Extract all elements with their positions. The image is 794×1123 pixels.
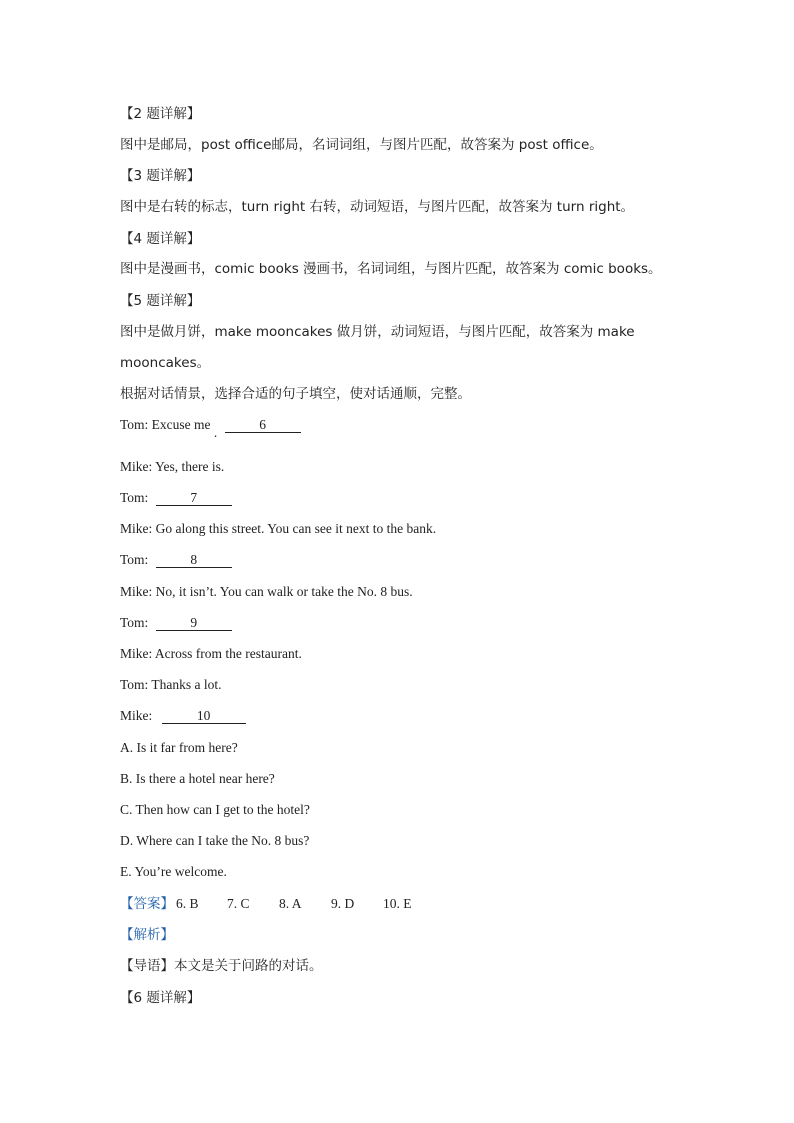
speaker-text: Tom: bbox=[120, 490, 149, 505]
blank-7: 7 bbox=[156, 491, 232, 506]
dialogue-line-tom-4 bbox=[120, 614, 232, 632]
q2-heading: 【2 题详解】 bbox=[120, 106, 201, 122]
dialogue-line-tom-5: Tom: Thanks a lot. bbox=[120, 677, 222, 692]
speaker-text: Tom: bbox=[120, 552, 149, 567]
speaker-text: Tom: bbox=[120, 615, 149, 630]
dialogue-line-mike-4: Mike: Across from the restaurant. bbox=[120, 646, 302, 661]
dialogue-line-mike-2: Mike: Go along this street. You can see it next to the bank. bbox=[120, 521, 437, 536]
answer-10: 10. E bbox=[383, 896, 412, 911]
option-c: C. Then how can I get to the hotel? bbox=[120, 802, 310, 817]
blank-9: 9 bbox=[156, 616, 232, 631]
option-d: D. Where can I take the No. 8 bus? bbox=[120, 833, 310, 848]
guide-label: 【导语】 bbox=[120, 958, 174, 974]
dialogue-line-mike-1: Mike: Yes, there is. bbox=[120, 459, 225, 474]
answer-7: 7. C bbox=[227, 896, 250, 911]
guide-text: 本文是关于问路的对话。 bbox=[174, 958, 323, 974]
answer-6: 6. B bbox=[176, 896, 199, 911]
dialogue-line-mike-5 bbox=[120, 707, 246, 725]
dialogue-line-tom-2 bbox=[120, 489, 232, 507]
answer-line bbox=[120, 895, 440, 913]
q2-explanation: 图中是邮局，post office邮局，名词词组，与图片匹配，故答案为 post office。 bbox=[120, 137, 603, 153]
q5-heading: 【5 题详解】 bbox=[120, 293, 201, 309]
guide-line bbox=[120, 957, 323, 975]
q4-explanation: 图中是漫画书，comic books 漫画书，名词词组，与图片匹配，故答案为 comic books。 bbox=[120, 261, 662, 277]
blank-8: 8 bbox=[156, 553, 232, 568]
q6-heading: 【6 题详解】 bbox=[120, 990, 201, 1006]
speaker-text: Mike: bbox=[120, 708, 153, 723]
period-dot: . bbox=[213, 425, 218, 440]
dialogue-line-mike-3: Mike: No, it isn’t. You can walk or take the No. 8 bus. bbox=[120, 584, 413, 599]
option-a: A. Is it far from here? bbox=[120, 740, 238, 755]
option-b: B. Is there a hotel near here? bbox=[120, 771, 275, 786]
analysis-label: 【解析】 bbox=[120, 927, 174, 943]
q3-heading: 【3 题详解】 bbox=[120, 168, 201, 184]
answer-label: 【答案】 bbox=[120, 896, 174, 912]
speaker-text: Tom: Excuse me bbox=[120, 417, 211, 432]
option-e: E. You’re welcome. bbox=[120, 864, 227, 879]
answer-8: 8. A bbox=[279, 896, 302, 911]
q5-explanation-line1: 图中是做月饼，make mooncakes 做月饼，动词短语，与图片匹配，故答案为 make bbox=[120, 324, 635, 340]
dialogue-instruction: 根据对话情景，选择合适的句子填空，使对话通顺，完整。 bbox=[120, 386, 471, 402]
blank-6: 6 bbox=[225, 418, 301, 433]
blank-10: 10 bbox=[162, 709, 246, 724]
answer-9: 9. D bbox=[331, 896, 355, 911]
q3-explanation: 图中是右转的标志，turn right 右转，动词短语，与图片匹配，故答案为 turn right。 bbox=[120, 199, 635, 215]
dialogue-line-tom-3 bbox=[120, 551, 232, 569]
dialogue-line-tom-1 bbox=[120, 416, 301, 440]
q5-explanation-line2: mooncakes。 bbox=[120, 355, 211, 371]
q4-heading: 【4 题详解】 bbox=[120, 231, 201, 247]
